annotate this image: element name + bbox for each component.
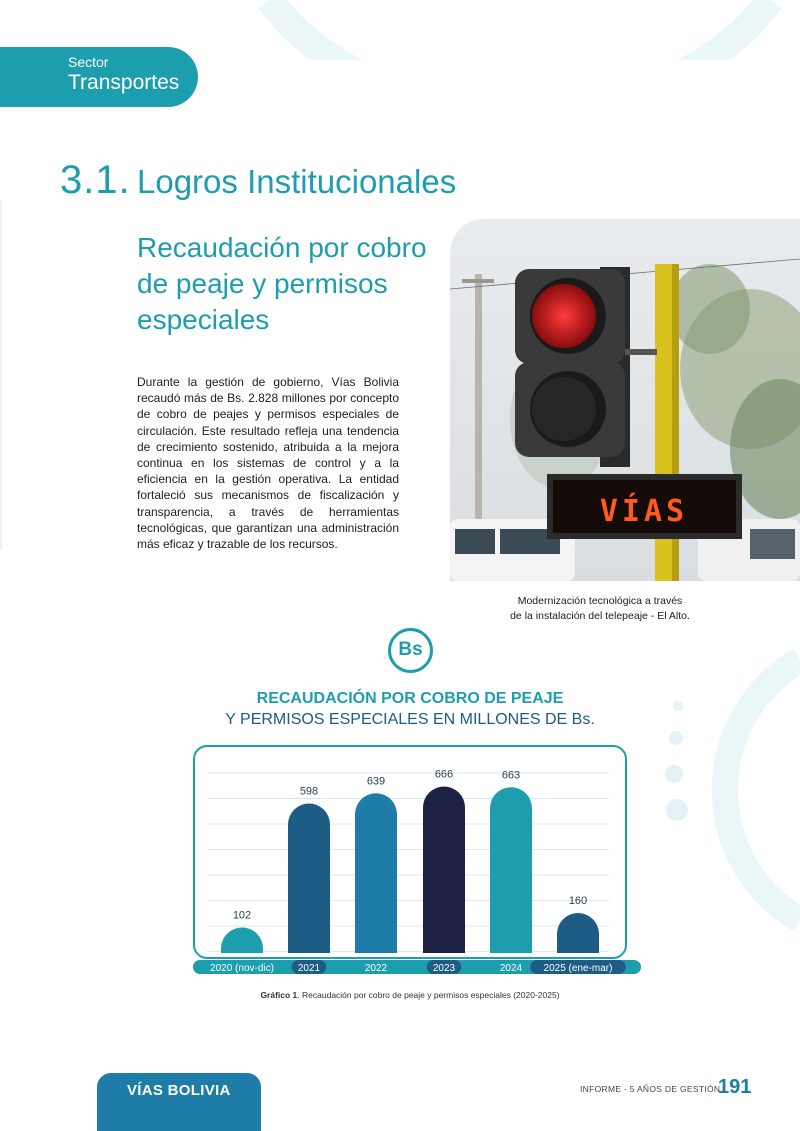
section-title: Logros Institucionales <box>137 163 457 200</box>
category-label: 2025 (ene-mar) <box>543 963 613 974</box>
chart-title-line2: Y PERMISOS ESPECIALES EN MILLONES DE Bs. <box>225 711 595 728</box>
bar-value-label: 102 <box>232 909 252 922</box>
photo-caption-line2: de la instalación del telepeaje - El Alto. <box>510 610 690 622</box>
chart-caption <box>0 990 800 1000</box>
bar-value-label: 639 <box>366 775 386 788</box>
category-label: 2020 (nov-dic) <box>210 963 274 974</box>
bar-2020-nov-dic- <box>221 928 263 954</box>
bar-2021 <box>288 804 330 954</box>
sector-label: Sector <box>68 54 109 70</box>
footer-entity-tab <box>97 1073 261 1131</box>
bar-value-label: 666 <box>434 768 454 781</box>
sector-tab <box>0 47 198 107</box>
body-paragraph: Durante la gestión de gobierno, Vías Bolivia recaudó más de Bs. 2.828 millones por concepto de cobro de peajes y permisos especiales de circulación. Este resultado refleja una tendencia de crecimiento sostenido, atribuida a la mejora continua en los sistemas de control y a la eficiencia en la gestión operativa. La entidad fortaleció sus mecanismos de fiscalización y transparencia, a través de herramientas tecnológicas, que garantizan una administración más eficaz y trazable de los recursos. <box>137 375 399 552</box>
section-number: 3.1. <box>60 158 131 202</box>
category-label: 2024 <box>499 963 523 974</box>
currency-bs-icon: Bs <box>388 628 433 673</box>
footer-report-label: INFORME - 5 AÑOS DE GESTIÓN <box>580 1084 721 1094</box>
decorative-arc-right <box>640 640 800 940</box>
category-label: 2023 <box>432 963 456 974</box>
bar-chart <box>193 745 643 980</box>
led-board-text: VÍAS <box>599 494 689 529</box>
traffic-light-photo <box>450 219 800 581</box>
bar-2022 <box>355 793 397 953</box>
bar-value-label: 663 <box>501 769 521 782</box>
category-label: 2021 <box>297 963 321 974</box>
photo-caption-line1: Modernización tecnológica a través <box>517 595 683 607</box>
bar-value-label: 598 <box>299 785 319 798</box>
subtitle: Recaudación por cobro de peaje y permisos especiales <box>137 232 427 335</box>
chart-title-line1: RECAUDACIÓN POR COBRO DE PEAJE <box>256 690 564 707</box>
decorative-arc-top <box>240 0 800 60</box>
photo-caption <box>470 594 730 624</box>
bar-2024 <box>490 787 532 953</box>
decorative-lines-left <box>0 200 6 550</box>
chart-caption-text: . Recaudación por cobro de peaje y permisos especiales (2020-2025) <box>297 990 560 1000</box>
bar-2023 <box>423 787 465 954</box>
sector-name: Transportes <box>68 71 180 94</box>
chart-caption-bold: Gráfico 1 <box>260 990 298 1000</box>
footer-entity: VÍAS BOLIVIA <box>127 1082 231 1099</box>
page-number: 191 <box>718 1076 752 1098</box>
bar-2025-ene-mar- <box>557 913 599 953</box>
bar-value-label: 160 <box>568 895 588 907</box>
category-label: 2022 <box>364 963 388 974</box>
